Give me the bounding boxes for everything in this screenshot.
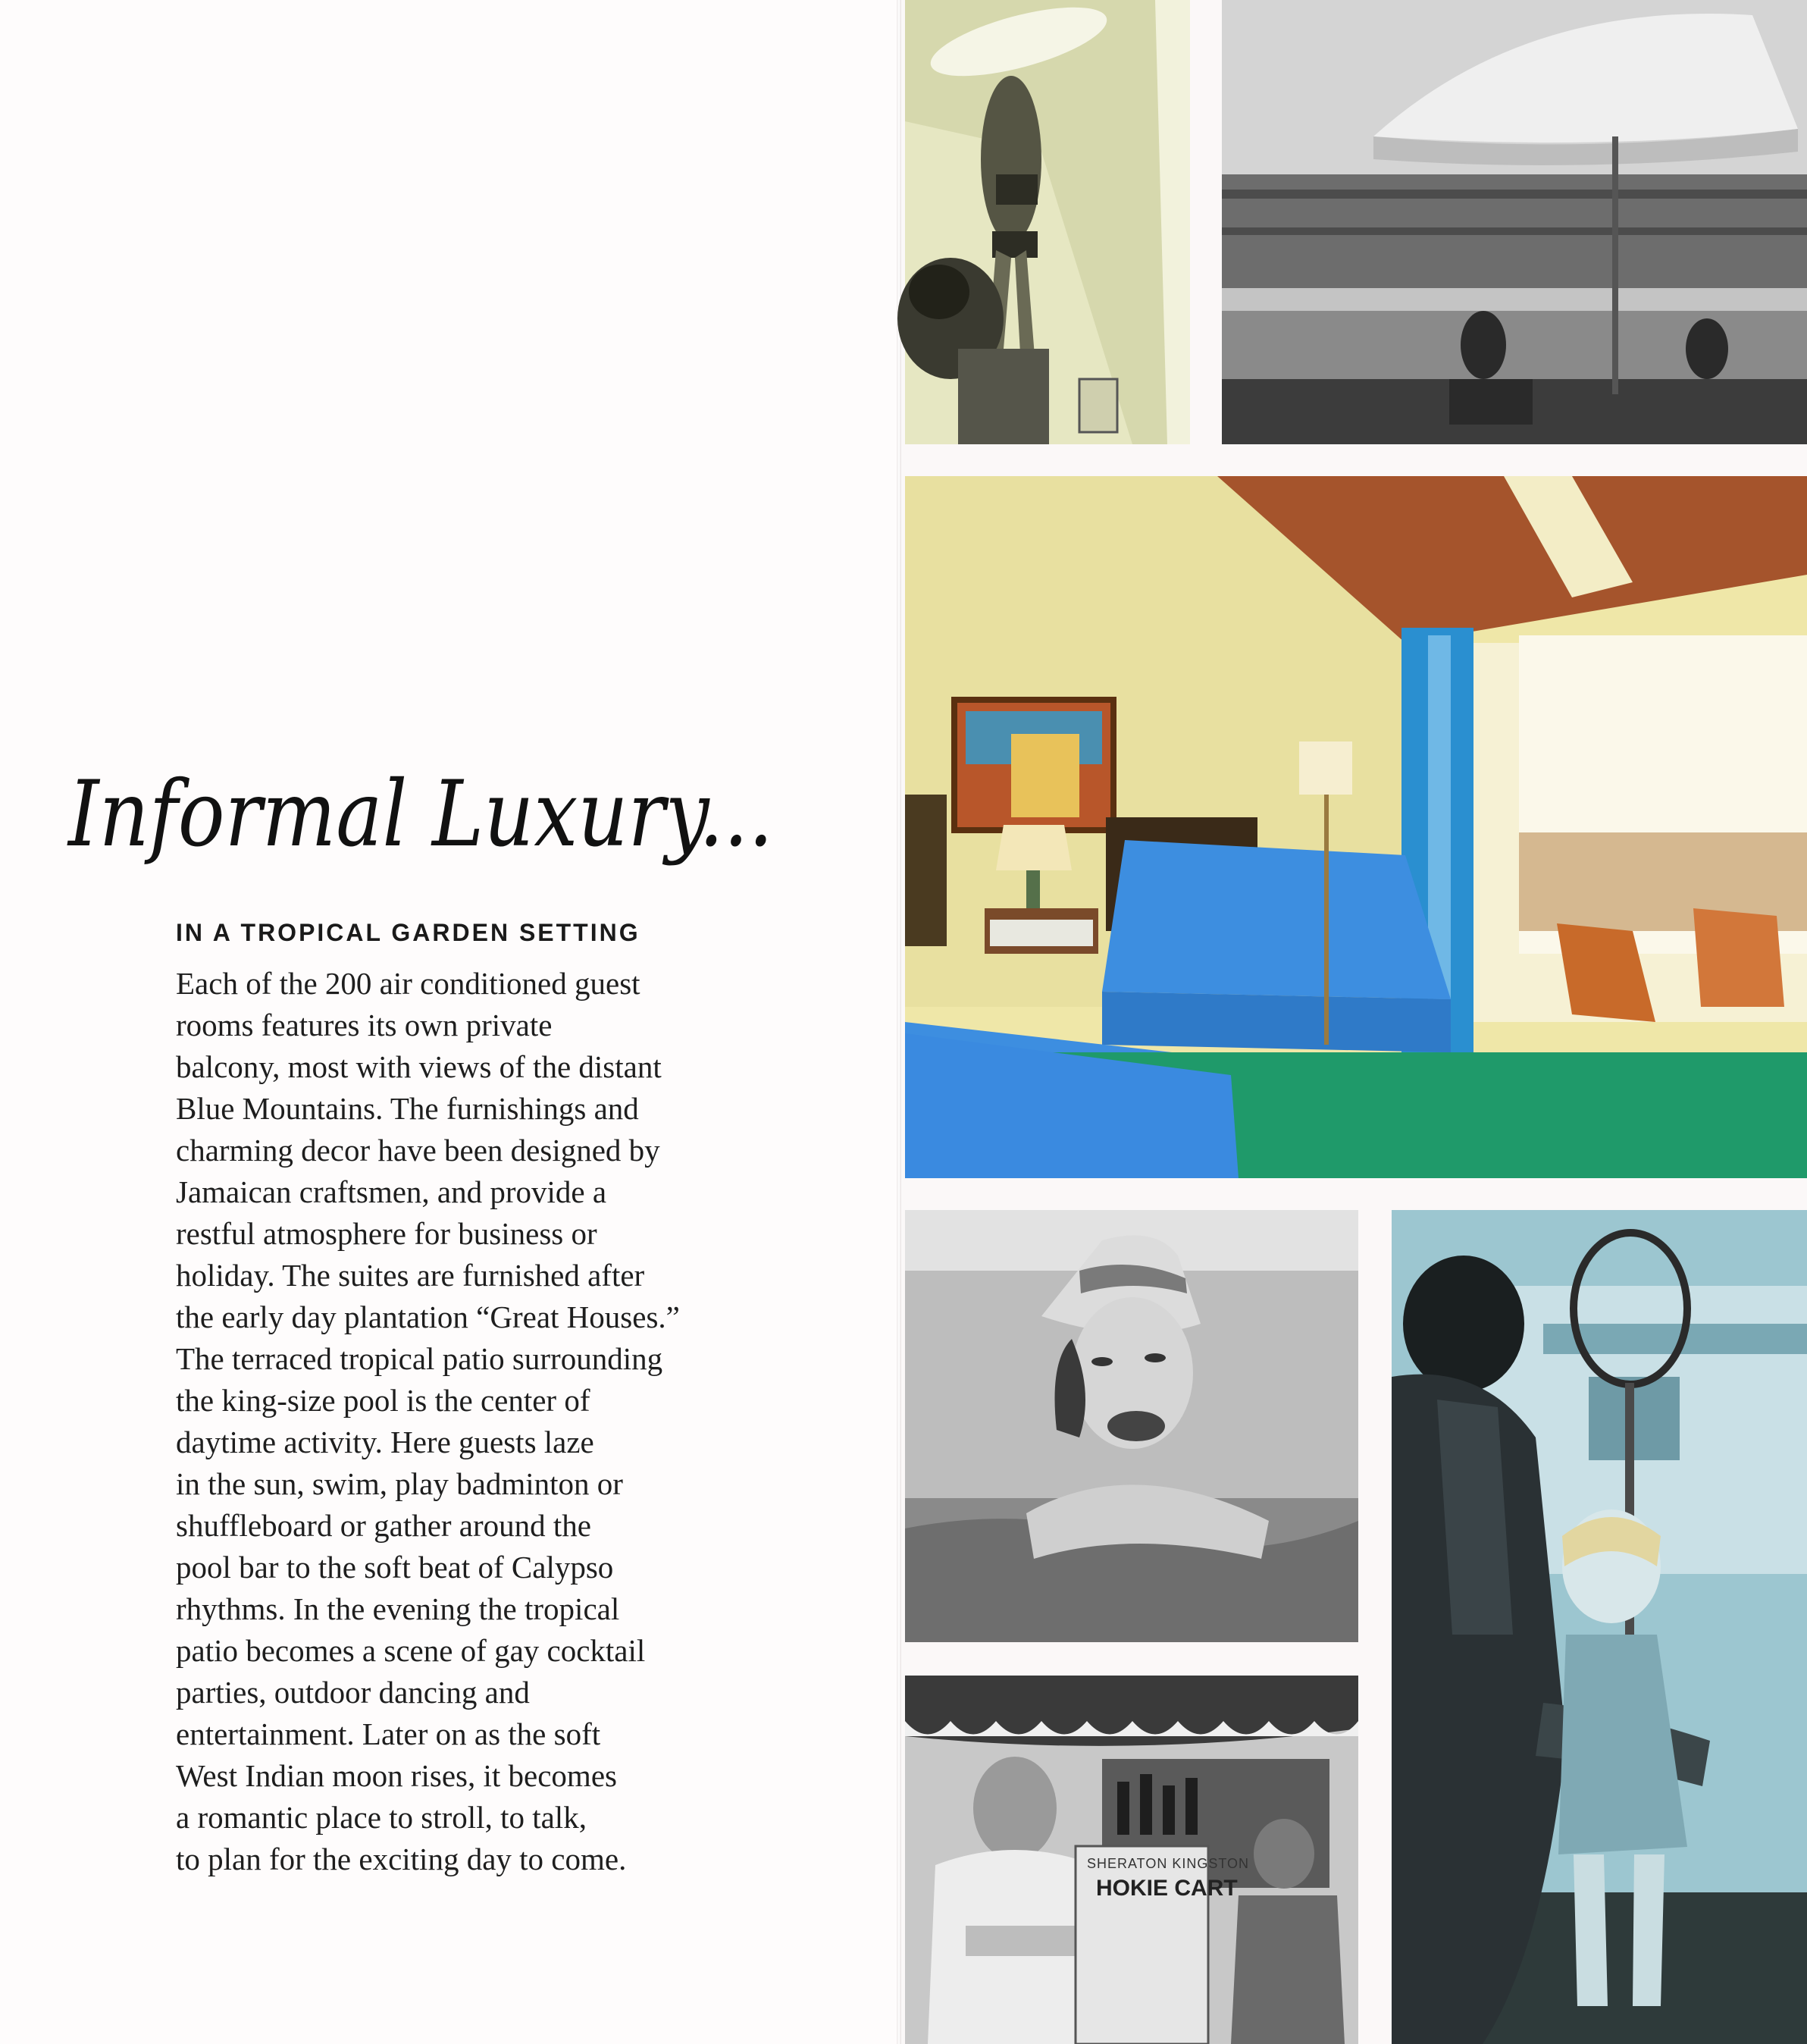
body-line: holiday. The suites are furnished after (176, 1258, 645, 1293)
cart-sign-main: HOKIE CART (1096, 1876, 1238, 1901)
body-line: the king-size pool is the center of (176, 1383, 590, 1418)
body-line: patio becomes a scene of gay cocktail (176, 1633, 646, 1668)
body-line: the early day plantation “Great Houses.” (176, 1299, 680, 1334)
photo-badminton (1392, 1210, 1807, 2044)
body-line: charming decor have been designed by (176, 1133, 660, 1168)
body-line: rhythms. In the evening the tropical (176, 1591, 620, 1626)
body-line: Each of the 200 air conditioned guest (176, 966, 640, 1001)
body-line: shuffleboard or gather around the (176, 1508, 591, 1543)
photo-swimmer-hat (905, 1210, 1358, 1642)
body-line: Jamaican craftsmen, and provide a (176, 1174, 607, 1209)
body-line: parties, outdoor dancing and (176, 1675, 530, 1710)
script-heading (53, 739, 796, 914)
body-line: in the sun, swim, play badminton or (176, 1466, 623, 1501)
cart-sign-small: SHERATON KINGSTON (1087, 1856, 1250, 1871)
body-line: pool bar to the soft beat of Calypso (176, 1550, 614, 1585)
body-line: balcony, most with views of the distant (176, 1049, 662, 1084)
photo-hotel-pool-umbrella (1222, 0, 1807, 444)
photo-poolside-sunhat (905, 0, 1190, 444)
script-heading-svg (53, 739, 796, 914)
script-title: Informal Luxury... (67, 762, 773, 867)
body-line: West Indian moon rises, it becomes (176, 1758, 617, 1793)
body-line: rooms features its own private (176, 1008, 553, 1042)
photo-guest-room (905, 476, 1807, 1178)
body-text (176, 963, 805, 1880)
body-line: The terraced tropical patio surrounding (176, 1341, 663, 1376)
photo-hokie-cart (905, 1676, 1358, 2044)
body-line: daytime activity. Here guests laze (176, 1425, 594, 1459)
body-line: restful atmosphere for business or (176, 1216, 597, 1251)
body-line: to plan for the exciting day to come. (176, 1842, 627, 1876)
body-line: entertainment. Later on as the soft (176, 1716, 601, 1751)
section-subtitle: IN A TROPICAL GARDEN SETTING (176, 919, 640, 946)
body-line: a romantic place to stroll, to talk, (176, 1800, 587, 1835)
body-line: Blue Mountains. The furnishings and (176, 1091, 639, 1126)
